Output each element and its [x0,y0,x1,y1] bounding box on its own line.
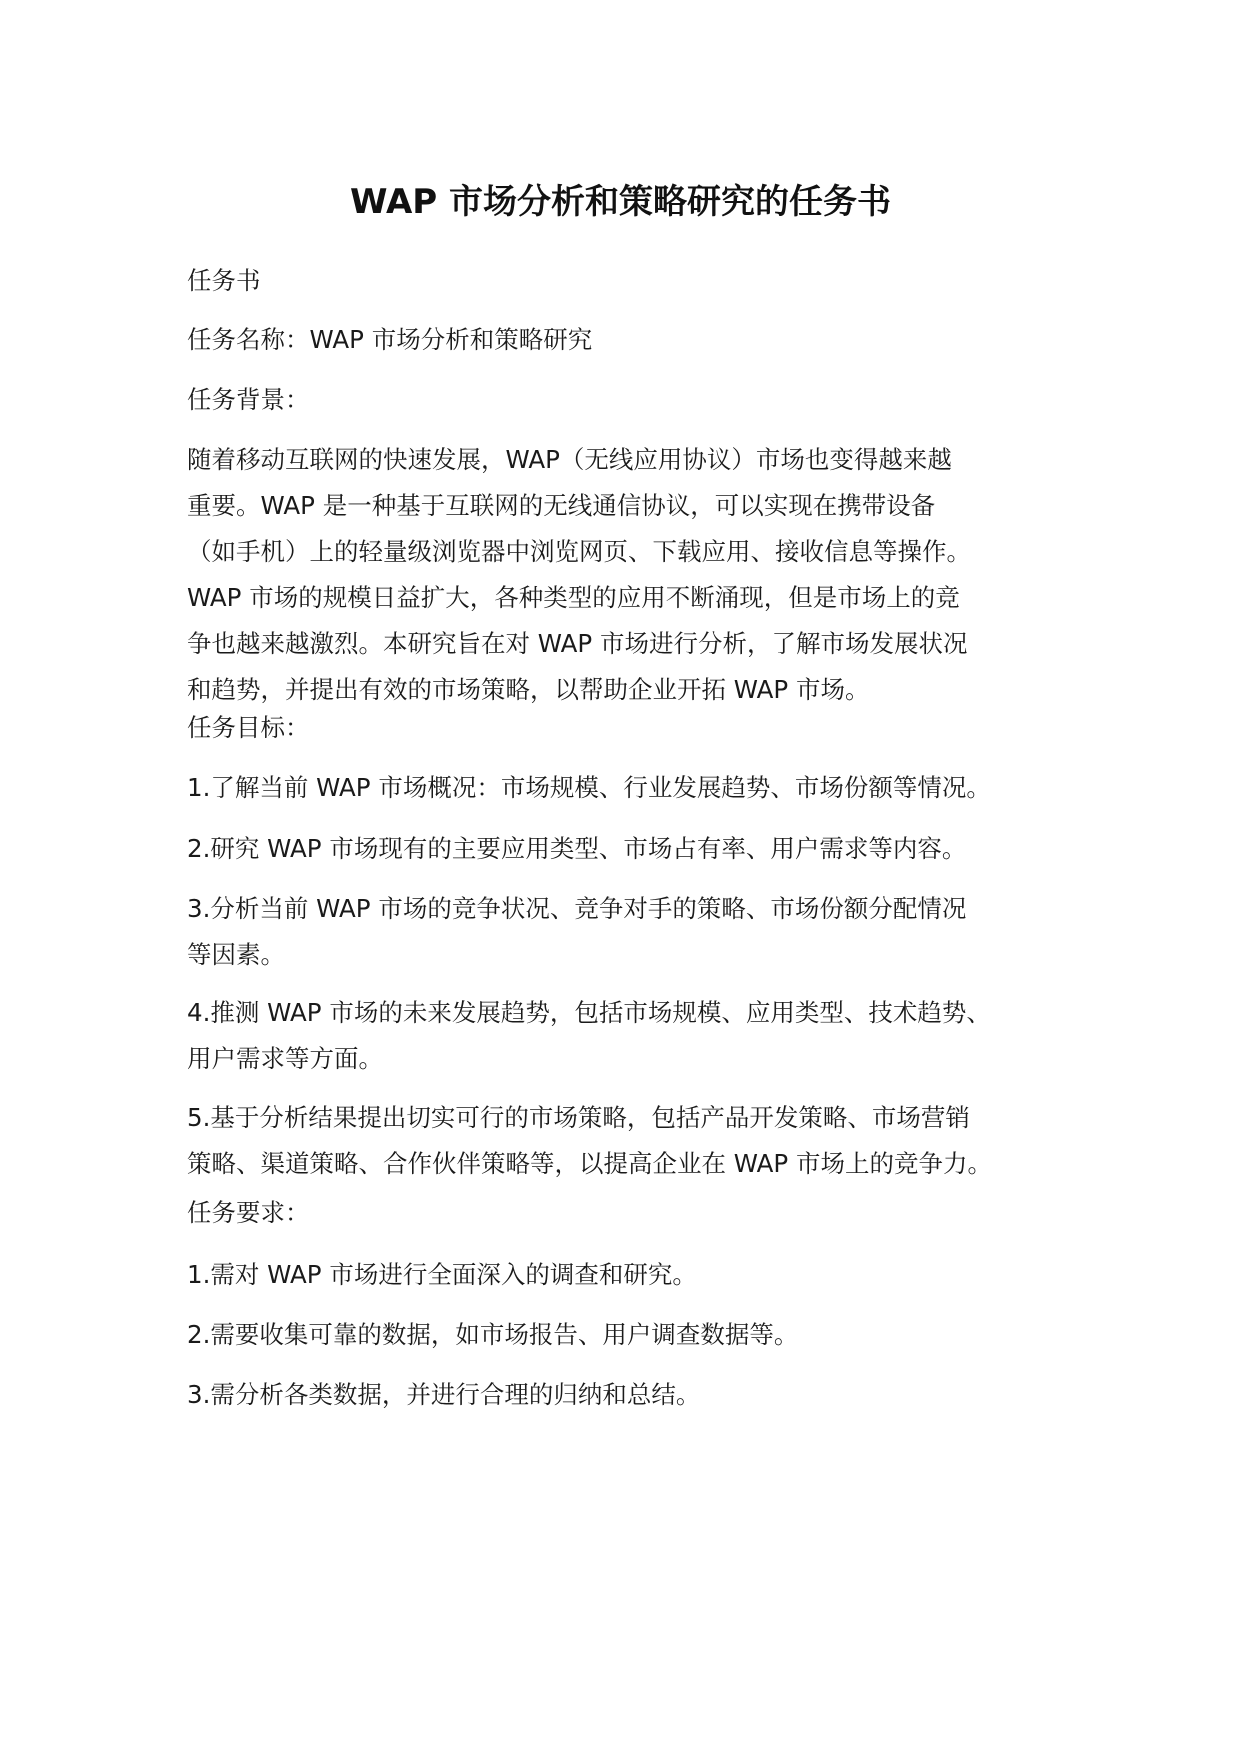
background-paragraph [187,437,1067,713]
task-name-line [187,317,1067,363]
text-line: 任务名称：WAP 市场分析和策略研究 [187,325,593,354]
text-line: 1.需对 WAP 市场进行全面深入的调查和研究。 [187,1260,697,1289]
requirement-item-2 [187,1312,1067,1358]
section-label-requirements [187,1190,1067,1236]
text-line: 任务书 [187,266,261,295]
text-line: 争也越来越激烈。本研究旨在对 WAP 市场进行分析，了解市场发展状况 [187,629,968,658]
text-line: WAP 市场的规模日益扩大，各种类型的应用不断涌现，但是市场上的竞 [187,583,960,612]
text-line: 3.分析当前 WAP 市场的竞争状况、竞争对手的策略、市场份额分配情况 [187,894,967,923]
objective-item-3 [187,886,1067,978]
objective-item-2 [187,826,1067,872]
document-title: WAP 市场分析和策略研究的任务书 [349,182,892,222]
section-label-objectives [187,705,1067,751]
text-line: 等因素。 [187,940,285,969]
text-line: 任务背景： [187,385,310,414]
text-line: 2.研究 WAP 市场现有的主要应用类型、市场占有率、用户需求等内容。 [187,834,967,863]
objective-item-5 [187,1095,1067,1187]
text-line: （如手机）上的轻量级浏览器中浏览网页、下载应用、接收信息等操作。 [187,537,971,566]
section-label-task-book [187,258,1067,304]
text-line: 3.需分析各类数据，并进行合理的归纳和总结。 [187,1380,701,1409]
text-line: 5.基于分析结果提出切实可行的市场策略，包括产品开发策略、市场营销 [187,1103,970,1132]
text-line: 2.需要收集可靠的数据，如市场报告、用户调查数据等。 [187,1320,799,1349]
requirement-item-3 [187,1372,1067,1418]
objective-item-4 [187,990,1067,1082]
text-line: 重要。WAP 是一种基于互联网的无线通信协议，可以实现在携带设备 [187,491,936,520]
requirement-item-1 [187,1252,1067,1298]
section-label-background [187,377,1067,423]
text-line: 用户需求等方面。 [187,1044,383,1073]
text-line: 策略、渠道策略、合作伙伴策略等，以提高企业在 WAP 市场上的竞争力。 [187,1149,992,1178]
text-line: 1.了解当前 WAP 市场概况：市场规模、行业发展趋势、市场份额等情况。 [187,773,991,802]
text-line: 和趋势，并提出有效的市场策略，以帮助企业开拓 WAP 市场。 [187,675,870,704]
text-line: 任务目标： [187,713,310,742]
text-line: 任务要求： [187,1198,310,1227]
text-line: 4.推测 WAP 市场的未来发展趋势，包括市场规模、应用类型、技术趋势、 [187,998,991,1027]
objective-item-1 [187,765,1067,811]
text-line: 随着移动互联网的快速发展，WAP（无线应用协议）市场也变得越来越 [187,445,952,474]
